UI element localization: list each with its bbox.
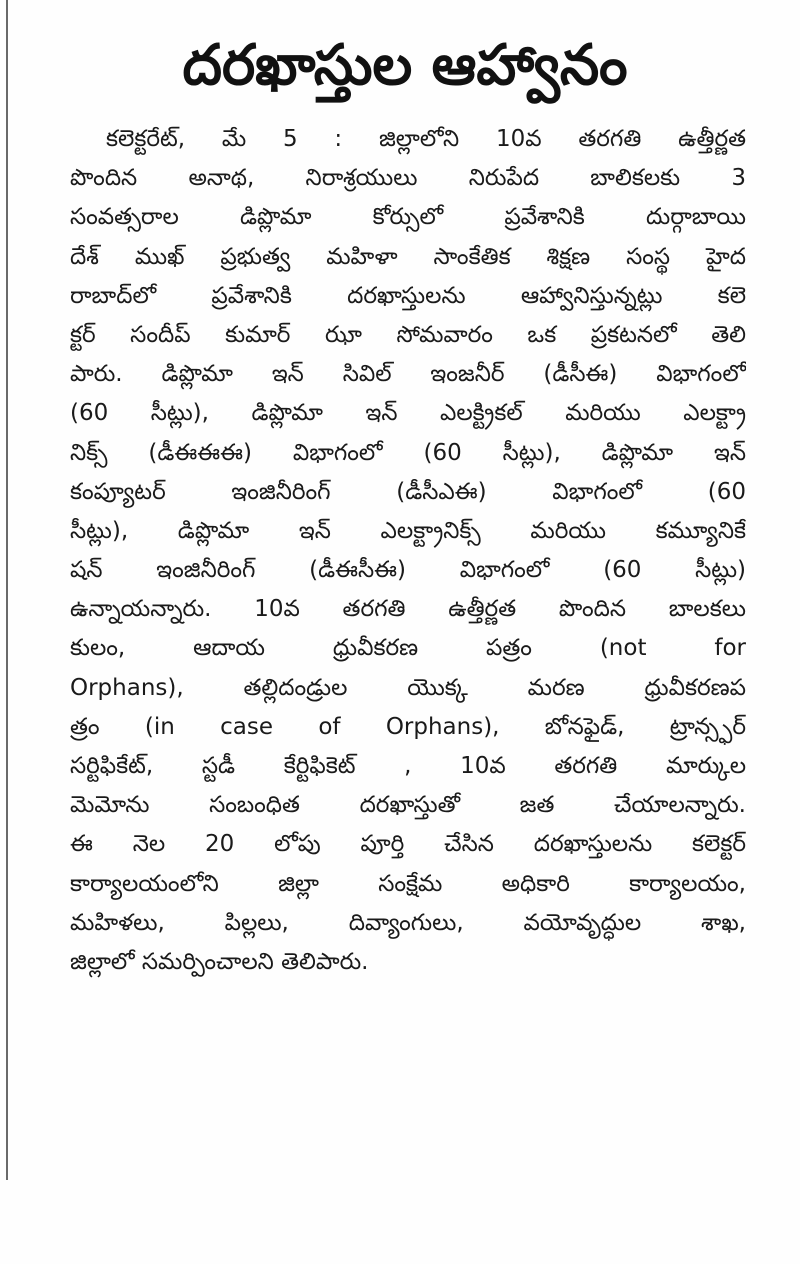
article-line: మహిళలు, పిల్లలు, దివ్యాంగులు, వయోవృద్ధుల శాఖ, [70, 909, 746, 936]
article-line: Orphans), తల్లిదండ్రుల యొక్క మరణ ధ్రువీకరణప [70, 674, 746, 701]
article-line: సీట్లు), డిప్లొమా ఇన్ ఎలక్ట్రానిక్స్ మరియు కమ్యూనికే [70, 517, 746, 544]
article-line: కులం, ఆదాయ ధ్రువీకరణ పత్రం (not for [70, 635, 746, 662]
article-line: కార్యాలయంలోని జిల్లా సంక్షేమ అధికారి కార్యాలయం, [70, 870, 746, 897]
article-line: పారు. డిప్లొమా ఇన్ సివిల్ ఇంజనీర్ (డీసీఈ) విభాగంలో [70, 361, 746, 388]
article-body [70, 120, 746, 982]
article-line: (60 సీట్లు), డిప్లొమా ఇన్ ఎలక్ట్రికల్ మరియు ఎలక్ట్రా [70, 400, 746, 427]
article-line: ఉన్నాయన్నారు. 10వ తరగతి ఉత్తీర్ణత పొందిన బాలకలు [70, 596, 746, 623]
article-line: పొందిన అనాథ, నిరాశ్రయులు నిరుపేద బాలికలకు 3 [70, 165, 746, 192]
article-line: జిల్లాలో సమర్పించాలని తెలిపారు. [70, 948, 369, 975]
article-line: కంప్యూటర్ ఇంజినీరింగ్ (డీసీఎఈ) విభాగంలో (60 [70, 478, 746, 505]
article-line: మెమోను సంబంధిత దరఖాస్తుతో జత చేయాలన్నారు. [70, 792, 746, 819]
article-line: కలెక్టరేట్, మే 5 : జిల్లాలోని 10వ తరగతి ఉత్తీర్ణత [106, 126, 746, 152]
column-divider [6, 0, 8, 1180]
article-line: షన్ ఇంజినీరింగ్ (డీఈసీఈ) విభాగంలో (60 సీట్లు) [70, 557, 746, 584]
article-line: రాబాద్‌లో ప్రవేశానికి దరఖాస్తులను ఆహ్వానిస్తున్నట్లు కలె [70, 282, 746, 309]
article-line: ఈ నెల 20 లోపు పూర్తి చేసిన దరఖాస్తులను కలెక్టర్ [70, 831, 746, 858]
article-line: సంవత్సరాల డిప్లొమా కోర్సులో ప్రవేశానికి దుర్గాబాయి [70, 204, 746, 231]
article-line: దేశ్ ముఖ్ ప్రభుత్వ మహిళా సాంకేతిక శిక్షణ సంస్థ హైద [70, 243, 746, 270]
article-line: క్టర్ సందీప్ కుమార్ ఝా సోమవారం ఒక ప్రకటనలో తెలి [70, 321, 746, 348]
article-line: త్రం (in case of Orphans), బోనఫైడ్, ట్రాన్స్ఫర్ [70, 713, 746, 740]
article-line: సర్టిఫికేట్, స్టడీ కేర్టిఫికెట్ , 10వ తరగతి మార్కుల [70, 753, 746, 779]
headline: దరఖాస్తుల ఆహ్వానం [182, 33, 628, 98]
article-line: నిక్స్ (డీఈఈఈ) విభాగంలో (60 సీట్లు), డిప్లొమా ఇన్ [70, 439, 746, 466]
